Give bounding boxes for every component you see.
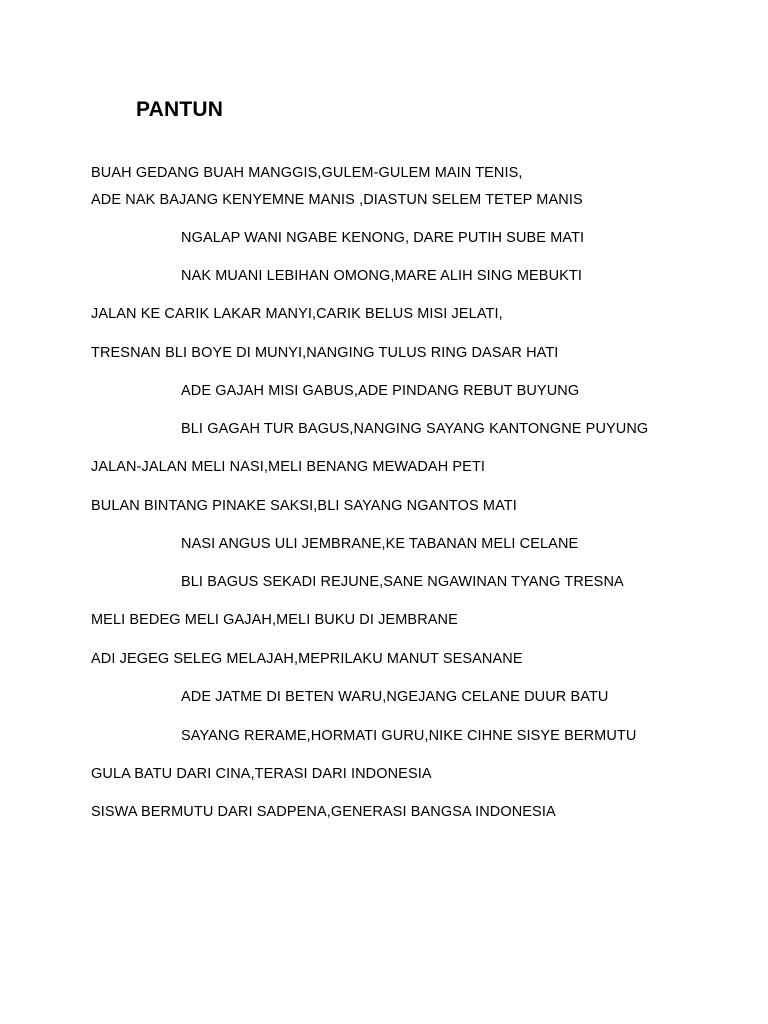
pantun-line-14: ADI JEGEG SELEG MELAJAH,MEPRILAKU MANUT SESANANE (91, 651, 523, 667)
pantun-line-2: ADE NAK BAJANG KENYEMNE MANIS ,DIASTUN SELEM TETEP MANIS (91, 192, 583, 208)
pantun-line-18: SISWA BERMUTU DARI SADPENA,GENERASI BANGSA INDONESIA (91, 804, 556, 820)
pantun-line-3: NGALAP WANI NGABE KENONG, DARE PUTIH SUBE MATI (181, 230, 585, 246)
pantun-line-12: BLI BAGUS SEKADI REJUNE,SANE NGAWINAN TYANG TRESNA (181, 574, 624, 590)
pantun-line-17: GULA BATU DARI CINA,TERASI DARI INDONESIA (91, 766, 432, 782)
pantun-line-9: JALAN-JALAN MELI NASI,MELI BENANG MEWADAH PETI (91, 459, 486, 475)
pantun-line-6: TRESNAN BLI BOYE DI MUNYI,NANGING TULUS RING DASAR HATI (91, 345, 559, 361)
page-title: PANTUN (136, 98, 224, 121)
pantun-line-1: BUAH GEDANG BUAH MANGGIS,GULEM-GULEM MAIN TENIS, (91, 165, 523, 181)
pantun-line-5: JALAN KE CARIK LAKAR MANYI,CARIK BELUS MISI JELATI, (91, 306, 503, 322)
pantun-line-10: BULAN BINTANG PINAKE SAKSI,BLI SAYANG NGANTOS MATI (91, 498, 517, 514)
pantun-line-13: MELI BEDEG MELI GAJAH,MELI BUKU DI JEMBRANE (91, 612, 458, 628)
pantun-line-16: SAYANG RERAME,HORMATI GURU,NIKE CIHNE SISYE BERMUTU (181, 728, 637, 744)
pantun-line-8: BLI GAGAH TUR BAGUS,NANGING SAYANG KANTONGNE PUYUNG (181, 421, 649, 437)
pantun-line-7: ADE GAJAH MISI GABUS,ADE PINDANG REBUT BUYUNG (181, 383, 580, 399)
pantun-line-11: NASI ANGUS ULI JEMBRANE,KE TABANAN MELI CELANE (181, 536, 579, 552)
pantun-line-4: NAK MUANI LEBIHAN OMONG,MARE ALIH SING MEBUKTI (181, 268, 582, 284)
pantun-line-15: ADE JATME DI BETEN WARU,NGEJANG CELANE DUUR BATU (181, 689, 609, 705)
